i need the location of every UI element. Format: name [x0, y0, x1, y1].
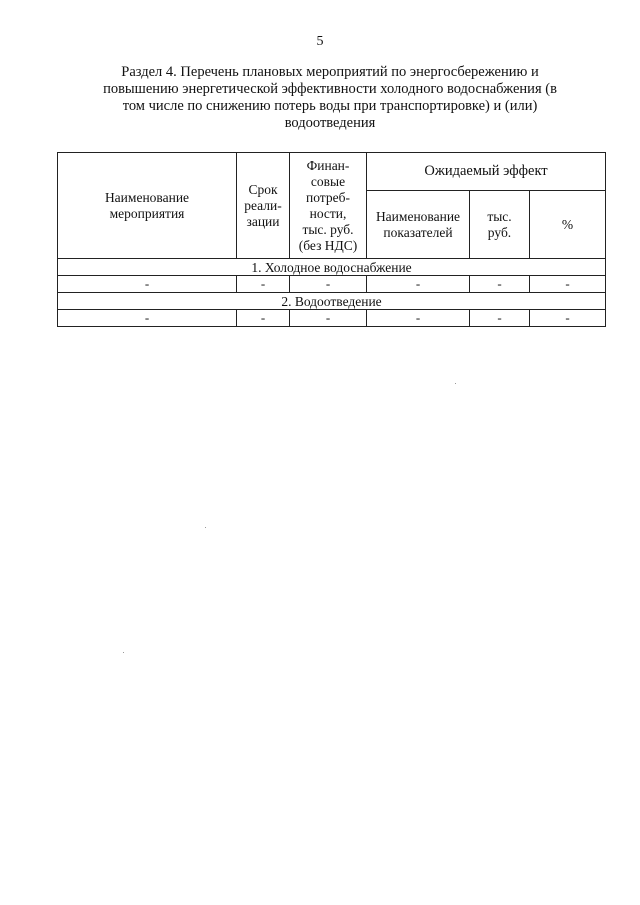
header-text: руб.	[487, 224, 512, 240]
table-cell: -	[290, 276, 367, 293]
header-text: зации	[246, 213, 280, 229]
header-expected-effect: Ожидаемый эффект	[367, 153, 606, 191]
table-cell: -	[470, 310, 530, 327]
header-text: тыс. руб.	[302, 221, 354, 237]
page-number: 5	[316, 34, 324, 49]
header-text: Срок	[248, 181, 278, 197]
header-indicator-name	[367, 191, 470, 259]
scan-speck	[455, 383, 456, 384]
measures-table	[57, 152, 606, 327]
header-percent: %	[530, 191, 606, 259]
table-cell: -	[237, 276, 290, 293]
header-measure-name	[58, 153, 237, 259]
header-text: потреб-	[306, 189, 350, 205]
header-text: Финан-	[306, 157, 350, 173]
header-text: (без НДС)	[298, 237, 358, 253]
header-thousand-rub	[470, 191, 530, 259]
title-line: повышению энергетической эффективности холодного водоснабжения (в	[103, 81, 557, 97]
table-cell: -	[237, 310, 290, 327]
scan-speck	[123, 652, 124, 653]
table-cell: -	[530, 276, 606, 293]
header-text: ности,	[309, 205, 347, 221]
scan-speck	[205, 527, 206, 528]
header-text: тыс.	[487, 208, 512, 224]
section-row-cold-water: 1. Холодное водоснабжение	[58, 259, 606, 276]
title-line: Раздел 4. Перечень плановых мероприятий по энергосбережению и	[121, 64, 539, 80]
header-finance	[290, 153, 367, 259]
header-term	[237, 153, 290, 259]
section-row-wastewater: 2. Водоотведение	[58, 293, 606, 310]
table-cell: -	[367, 310, 470, 327]
header-text: совые	[310, 173, 346, 189]
table-cell: -	[58, 310, 237, 327]
table-cell: -	[290, 310, 367, 327]
header-text: показателей	[383, 224, 453, 240]
table-cell: -	[530, 310, 606, 327]
title-line: том числе по снижению потерь воды при транспортировке) и (или)	[122, 98, 538, 114]
header-text: Наименование	[375, 208, 461, 224]
header-text: реали-	[244, 197, 282, 213]
table-cell: -	[58, 276, 237, 293]
table-cell: -	[367, 276, 470, 293]
header-text: Наименование	[104, 189, 190, 205]
header-text: мероприятия	[109, 205, 185, 221]
title-line: водоотведения	[284, 115, 376, 131]
section-title	[60, 64, 600, 132]
table-cell: -	[470, 276, 530, 293]
